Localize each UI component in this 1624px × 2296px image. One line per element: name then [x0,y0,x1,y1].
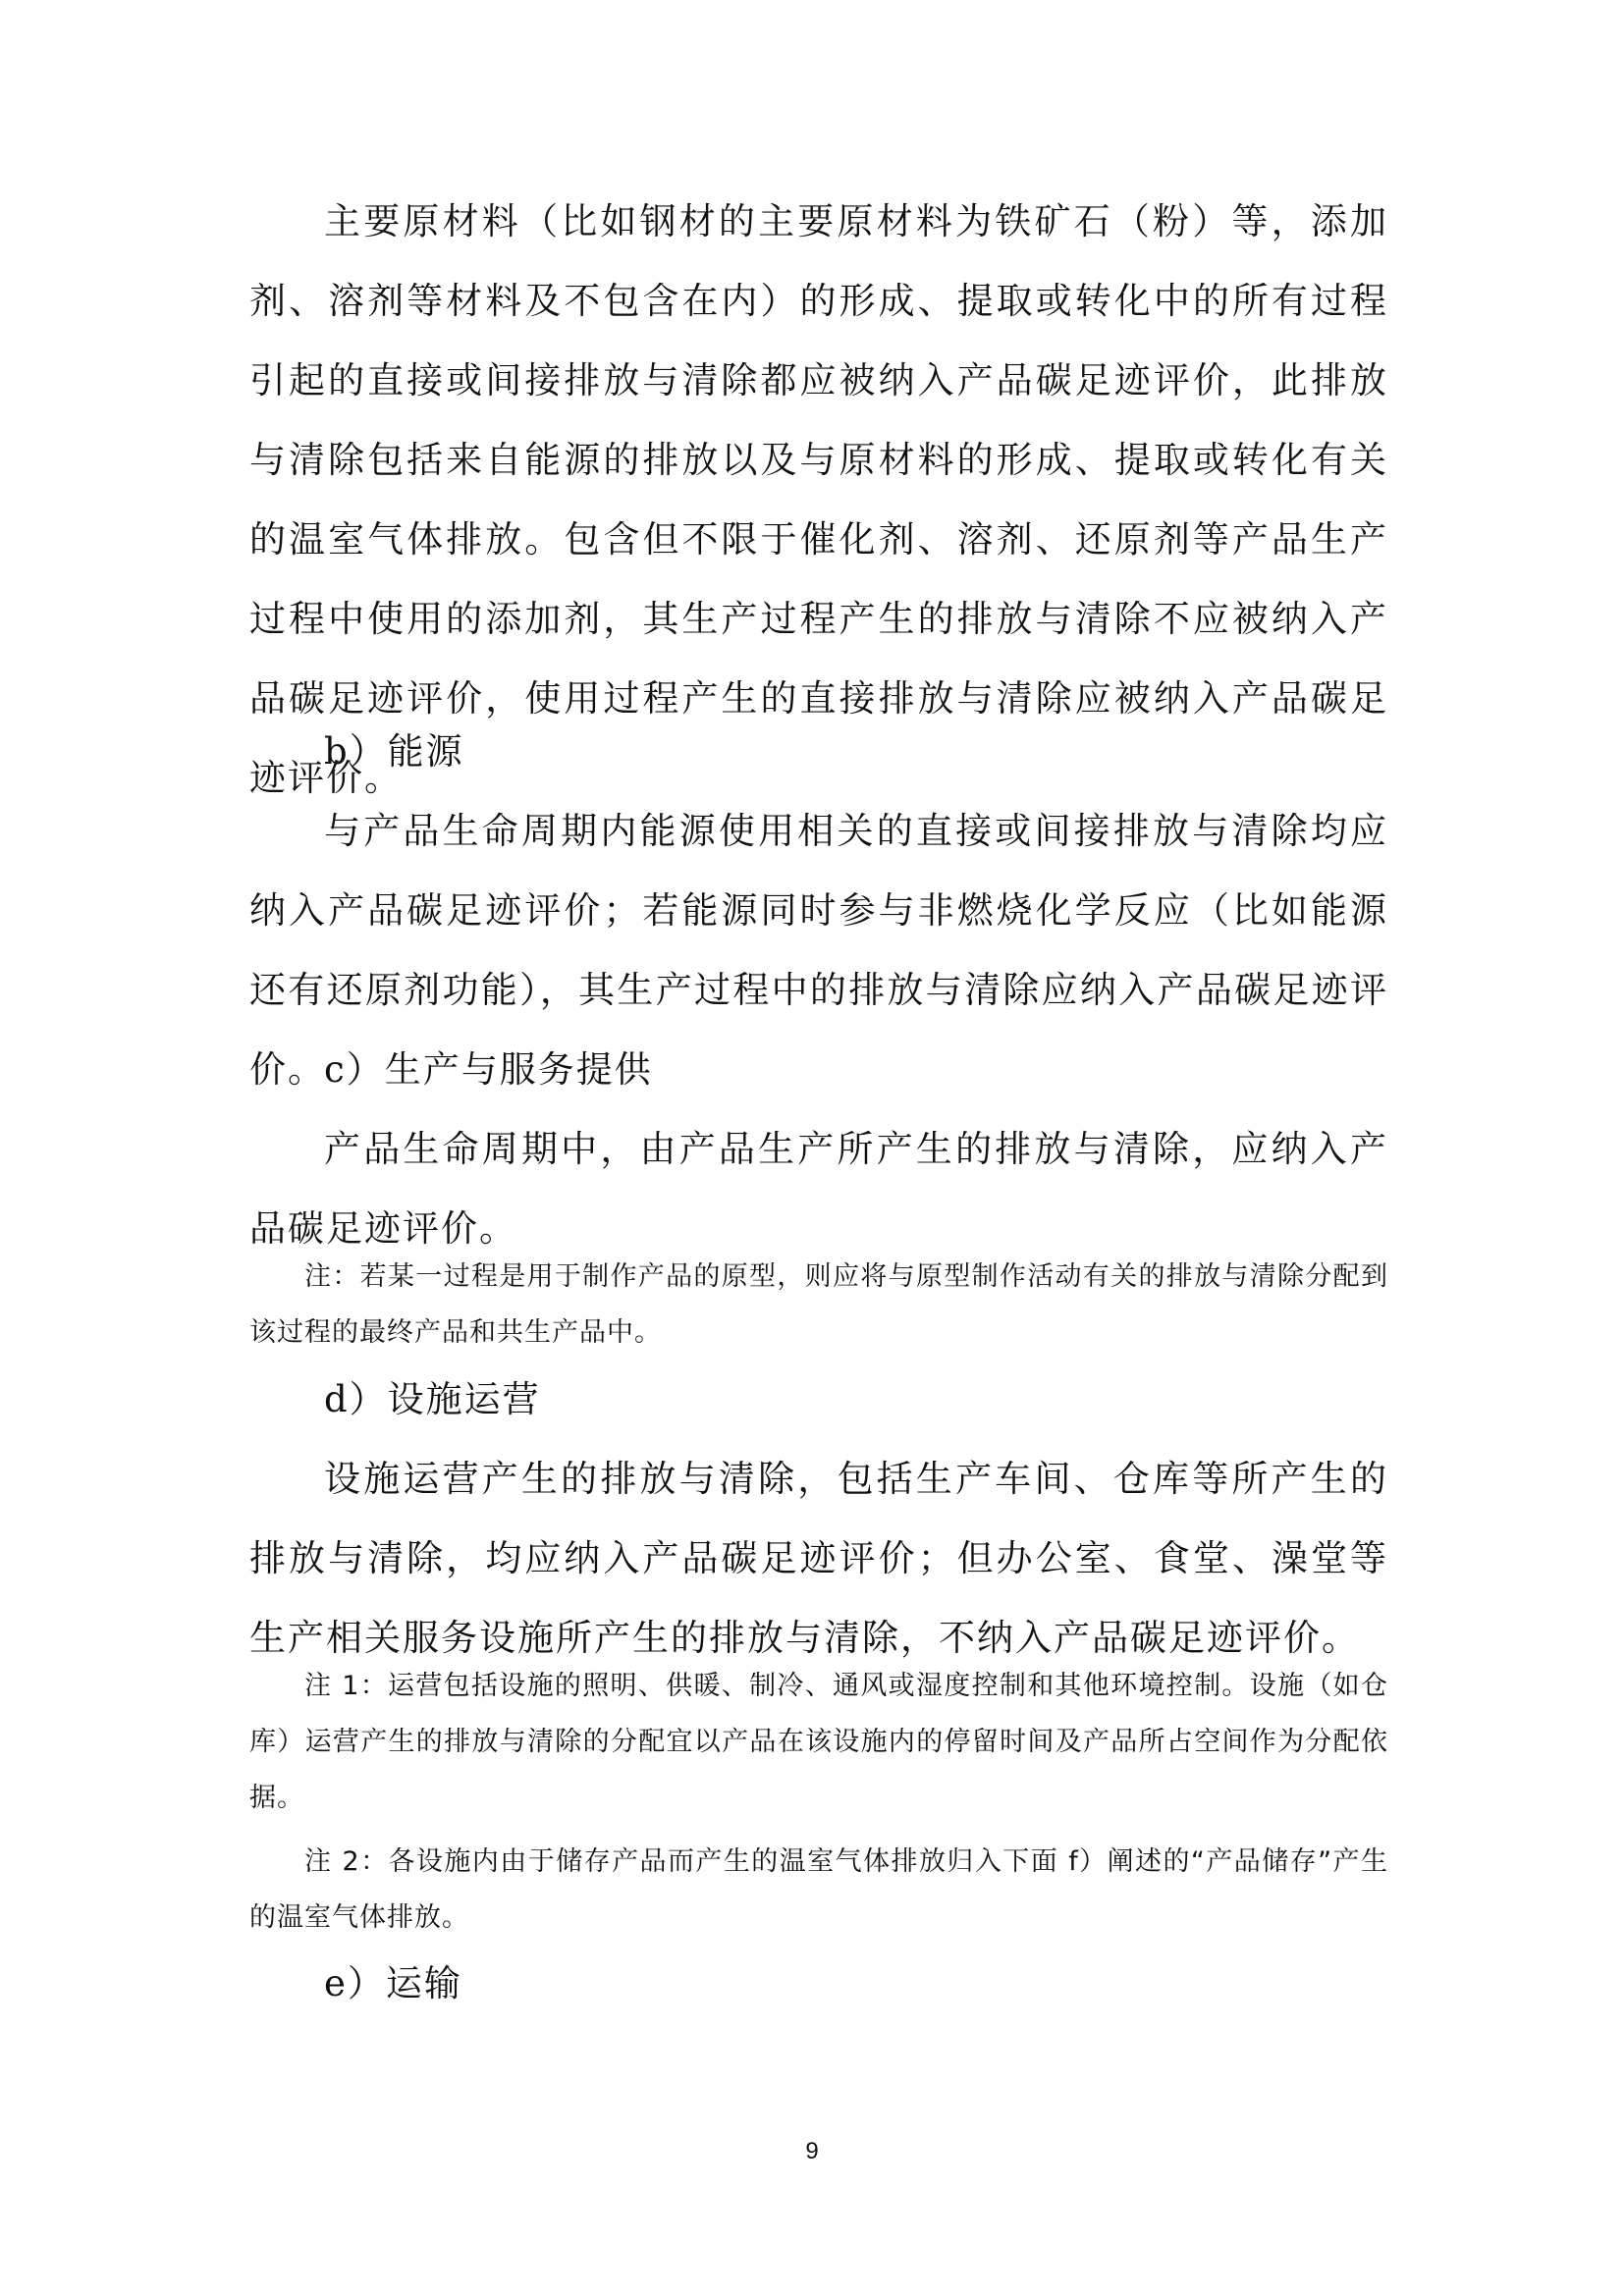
note-1: 注 1：运营包括设施的照明、供暖、制冷、通风或湿度控制和其他环境控制。设施（如仓库）运营产生的排放与清除的分配宜以产品在该设施内的停留时间及产品所占空间作为分配依据。 [249,1671,1388,1813]
paragraph-production: 产品生命周期中，由产品生产所产生的排放与清除，应纳入产品碳足迹评价。 [249,1128,1388,1250]
paragraph-energy: 与产品生命周期内能源使用相关的直接或间接排放与清除均应纳入产品碳足迹评价；若能源同时参与非燃烧化学反应（比如能源还有还原剂功能），其生产过程中的排放与清除应纳入产品碳足迹评价。 [249,810,1388,1091]
note-2: 注 2：各设施内由于储存产品而产生的温室气体排放归入下面 f）阐述的“产品储存”产生的温室气体排放。 [249,1846,1388,1933]
note-prototype: 注：若某一过程是用于制作产品的原型，则应将与原型制作活动有关的排放与清除分配到该过程的最终产品和共生产品中。 [249,1261,1388,1348]
paragraph-raw-materials: 主要原材料（比如钢材的主要原材料为铁矿石（粉）等，添加剂、溶剂等材料及不包含在内）的形成、提取或转化中的所有过程引起的直接或间接排放与清除都应被纳入产品碳足迹评价，此排放与清除包括来自能源的排放以及与原材料的形成、提取或转化有关的温室气体排放。包含但不限于催化剂、溶剂、还原剂等产品生产过程中使用的添加剂，其生产过程产生的排放与清除不应被纳入产品碳足迹评价，使用过程产生的直接排放与清除应被纳入产品碳足迹评价。 [249,200,1388,799]
heading-facility-operation: d）设施运营 [324,1378,541,1420]
heading-transport: e）运输 [324,1962,462,2004]
heading-energy: b）能源 [324,730,464,773]
page-number: 9 [805,2138,819,2164]
heading-production-service: c）生产与服务提供 [324,1048,653,1091]
paragraph-facility: 设施运营产生的排放与清除，包括生产车间、仓库等所产生的排放与清除，均应纳入产品碳足迹评价；但办公室、食堂、澡堂等生产相关服务设施所产生的排放与清除，不纳入产品碳足迹评价。 [249,1458,1388,1659]
